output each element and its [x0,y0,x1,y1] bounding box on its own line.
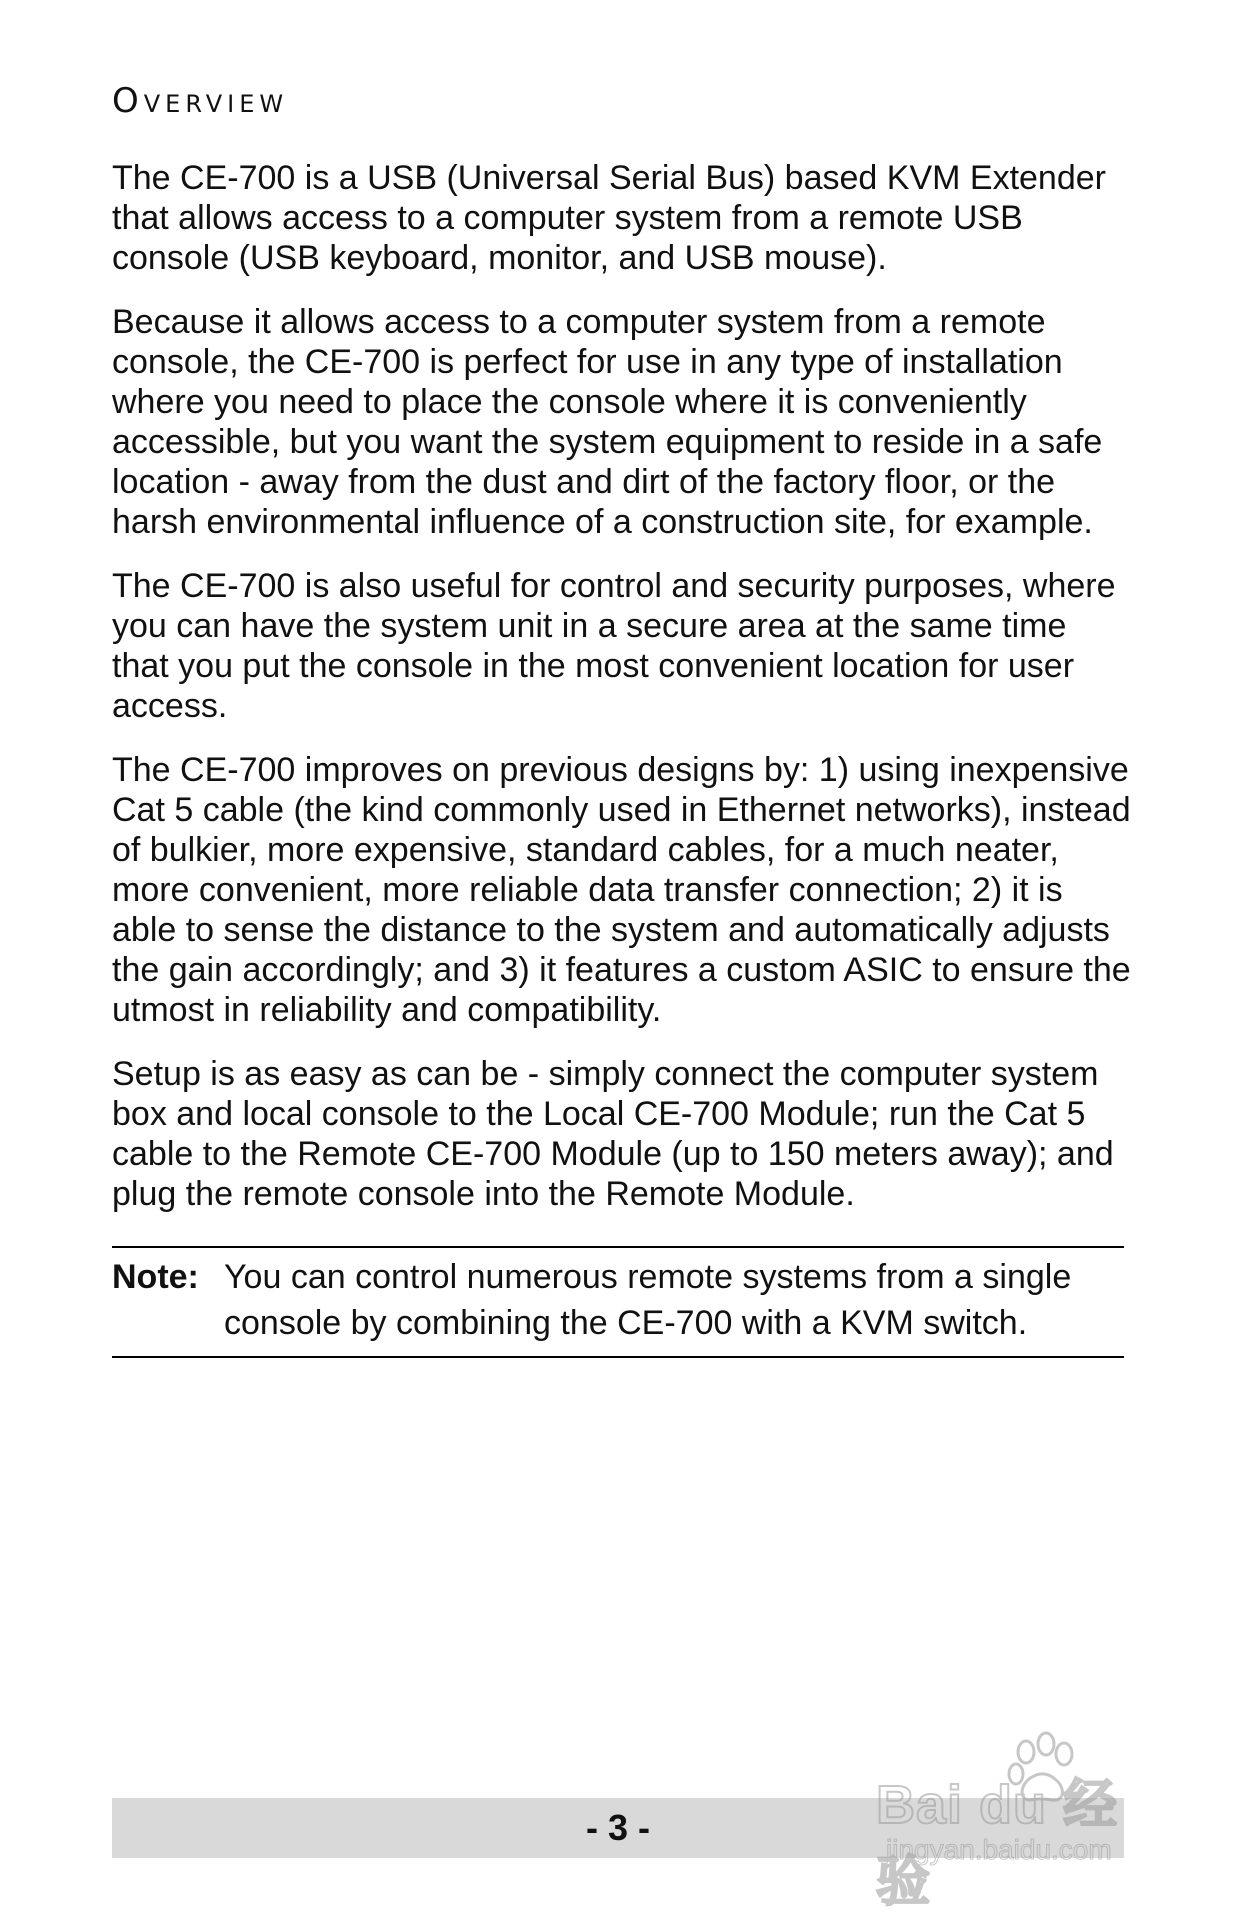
note-label: Note: [112,1258,199,1296]
paragraph-intro: The CE-700 is a USB (Universal Serial Bus) based KVM Extender that allows access to a computer system from a remote USB console (USB keyboard, monitor, and USB mouse). [112,159,1106,277]
paragraph-security: The CE-700 is also useful for control and security purposes, where you can have the system unit in a secure area at the same time that you put the console in the most convenient location for user access. [112,567,1116,725]
paragraph-setup: Setup is as easy as can be - simply connect the computer system box and local console to the Local CE-700 Module; run the Cat 5 cable to the Remote CE-700 Module (up to 150 meters away); and plug the remote console into the Remote Module. [112,1055,1114,1213]
baidu-watermark [876,1730,1166,1912]
paragraph-remote-console: Because it allows access to a computer system from a remote console, the CE-700 is perfect for use in any type of installation where you need to place the console where it is conveniently accessible, but you want the system equipment to reside in a safe location - away from the dust and dirt of the factory floor, or the harsh environmental influence of a construction site, for example. [112,303,1103,541]
note-text: You can control numerous remote systems from a single console by combining the CE-700 with a KVM switch. [224,1258,1072,1342]
body-text [112,158,1132,1238]
page-number: - 3 - [585,1807,650,1848]
paragraph-improvements: The CE-700 improves on previous designs by: 1) using inexpensive Cat 5 cable (the kind commonly used in Ethernet networks), instead of bulkier, more expensive, standard cables, for a much neater, more convenient, more reliable data transfer connection; 2) it is able to sense the distance to the system and automatically adjusts the gain accordingly; and 3) it features a custom ASIC to ensure the utmost in reliability and compatibility. [112,751,1131,1029]
note-box [112,1246,1124,1358]
watermark-url: jingyan.baidu.com [886,1834,1112,1865]
section-heading: Overview [112,81,289,121]
watermark-brand: Bai du 经验 [876,1775,1119,1912]
